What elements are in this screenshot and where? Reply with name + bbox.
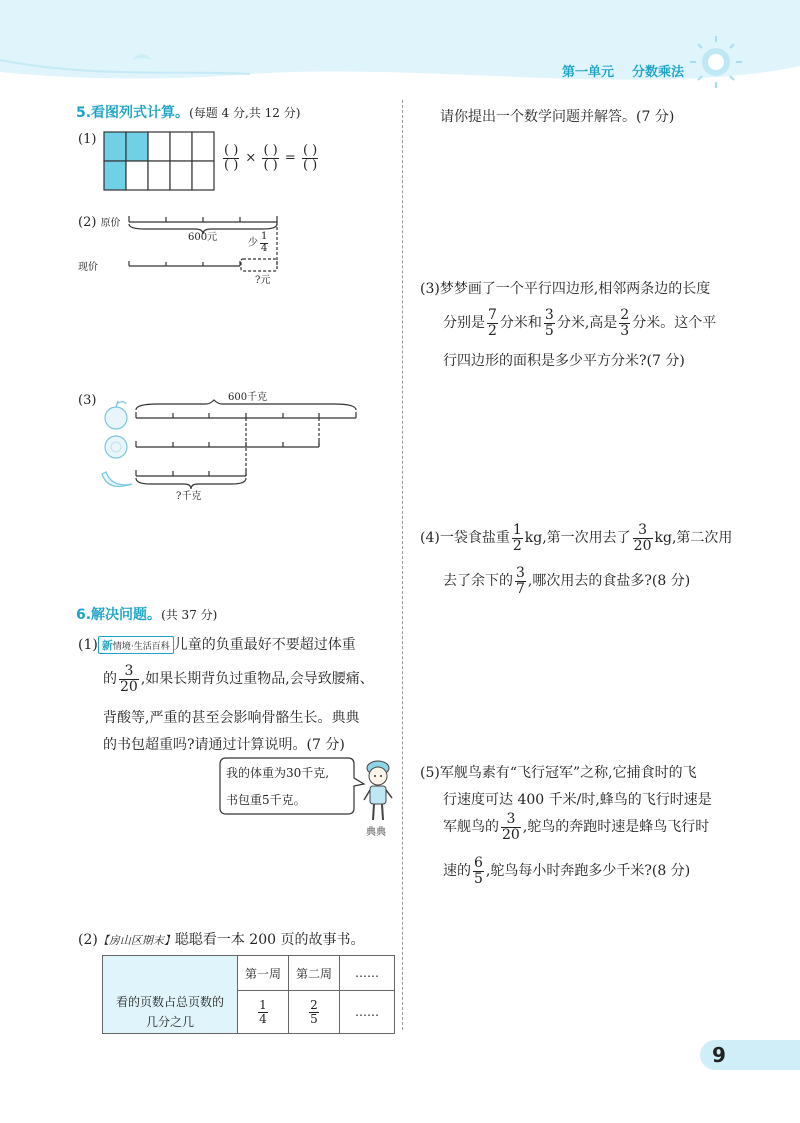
q6-3-line1: 梦梦画了一个平行四边形,相邻两条边的长度 <box>439 281 711 297</box>
fraction-3-20: $\frac{3}{20}$ <box>633 522 652 554</box>
child-name: 典典 <box>366 827 386 838</box>
page-number: 9 <box>712 1043 726 1067</box>
price-600-label: 600元 <box>188 232 218 243</box>
grid-cell <box>192 161 214 190</box>
q6-3-line2: 分别是 $\frac{7}{2}$ 分米和 $\frac{3}{5}$ 分米,高是 $\frac{2}{3}$ 分米。这个平 <box>443 307 717 339</box>
grid-cell-shaded <box>104 161 126 190</box>
q5-2-label: (2) <box>78 215 97 230</box>
bubble-line1: 我的体重为30千克, <box>226 766 330 780</box>
q6-1-label: (1) <box>78 637 98 653</box>
table-header-week2: 第二周 <box>289 956 340 991</box>
table-cell-week2: $\frac{2}{5}$ <box>289 991 340 1034</box>
grid-cell <box>126 161 148 190</box>
q6-2-ask: 请你提出一个数学问题并解答。(7 分) <box>440 109 675 125</box>
fraction-3-20: $\frac{3}{20}$ <box>120 663 138 695</box>
fraction-2-3: $\frac{2}{3}$ <box>620 307 630 339</box>
banana-icon <box>102 472 132 486</box>
q6-5-line1: 军舰鸟素有“飞行冠军”之称,它捕食时的飞 <box>439 765 697 781</box>
situation-tag: 新情境·生活百科 <box>98 636 174 654</box>
grid-diagram <box>103 131 219 193</box>
reading-progress-table <box>102 955 395 1034</box>
fraction-3-5: $\frac{3}{5}$ <box>544 307 554 339</box>
topic-title: 分数乘法 <box>632 65 685 80</box>
q6-5-label: (5) <box>420 765 440 781</box>
section5-title: 5.看图列式计算。 <box>76 105 190 121</box>
orange-icon <box>105 436 127 458</box>
unknown-price-label: ?元 <box>255 275 271 286</box>
table-cell-week1: $\frac{1}{4}$ <box>238 991 289 1034</box>
section6-title: 6.解决问题。 <box>76 607 162 623</box>
blank-fraction-2[interactable]: $\frac{( )}{( )}$ <box>263 143 278 173</box>
blank-fraction-1[interactable]: $\frac{( )}{( )}$ <box>224 143 239 173</box>
q6-1-line2: ,如果长期背负过重物品,会导致腰痛、 <box>140 671 374 688</box>
fraction-6-5: $\frac{6}{5}$ <box>474 855 483 887</box>
table-row-label: 看的页数占总页数的 几分之几 <box>103 991 238 1034</box>
q6-2-text: 聪聪看一本 200 页的故事书。 <box>174 932 365 948</box>
grid-cell <box>148 132 170 161</box>
original-price-label: 原价 <box>100 218 121 229</box>
table-cell-more: …… <box>340 991 395 1034</box>
unknown-kg-label: ?千克 <box>176 491 202 502</box>
table-corner-cell <box>103 956 238 991</box>
q6-4-line1: (4)一袋食盐重 $\frac{1}{2}$ kg,第一次用去了 $\frac{3}{20}$ kg,第二次用 <box>420 522 733 554</box>
unit-title: 第一单元 <box>562 65 615 80</box>
q6-5-line4: 速的 $\frac{6}{5}$ ,鸵鸟每小时奔跑多少千米?(8 分) <box>443 855 691 887</box>
fraction-3-20-b: $\frac{3}{20}$ <box>502 811 520 843</box>
column-divider <box>402 100 403 1030</box>
section5-score: (每题 4 分,共 12 分) <box>189 106 301 120</box>
table-header-more: …… <box>340 956 395 991</box>
times-sign: × <box>245 150 257 166</box>
q5-3-label: (3) <box>78 393 97 408</box>
q6-1-line1: 儿童的负重最好不要超过体重 <box>173 637 356 653</box>
blank-fraction-3[interactable]: $\frac{( )}{( )}$ <box>302 143 318 173</box>
grid-cell <box>148 161 170 190</box>
q6-1-line2-pre: 的 <box>103 671 117 688</box>
fraction-3-7: $\frac{3}{7}$ <box>516 565 525 597</box>
q6-3-label: (3) <box>420 281 440 297</box>
q6-2-label: (2) <box>78 932 98 948</box>
q6-1-line4: 的书包超重吗?请通过计算说明。(7 分) <box>103 737 345 753</box>
apple-icon <box>105 401 127 429</box>
equals-sign: = <box>284 150 296 166</box>
q5-1-equation <box>221 144 320 172</box>
q6-4-line2: 去了余下的 $\frac{3}{7}$ ,哪次用去的食盐多?(8 分) <box>443 565 691 597</box>
less-quarter-label: 少 $\frac{1}{4}$ <box>248 231 268 254</box>
fraction-7-2: $\frac{7}{2}$ <box>488 307 497 339</box>
q6-2-source: 【房山区期末】 <box>97 934 175 947</box>
grid-cell <box>192 132 214 161</box>
grid-cell <box>170 161 192 190</box>
q5-1-label: (1) <box>78 132 97 147</box>
total-600kg-label: 600千克 <box>228 392 268 403</box>
section6-score: (共 37 分) <box>161 608 218 622</box>
grid-cell-shaded <box>104 132 126 161</box>
child-figure-icon <box>358 756 398 828</box>
grid-cell <box>170 132 192 161</box>
table-header-week1: 第一周 <box>238 956 289 991</box>
q6-5-line3: 军舰鸟的 $\frac{3}{20}$ ,鸵鸟的奔跑时速是蜂鸟飞行时 <box>443 811 710 843</box>
fruit-segment-diagram <box>98 396 360 506</box>
current-price-label: 现价 <box>78 262 98 273</box>
q6-1-line3: 背酸等,严重的甚至会影响骨骼生长。典典 <box>103 710 360 726</box>
grid-cell-shaded <box>126 132 148 161</box>
q6-3-line3: 行四边形的面积是多少平方分米?(7 分) <box>443 353 685 369</box>
bubble-line2: 书包重5千克。 <box>226 793 306 807</box>
q6-5-line2: 行速度可达 400 千米/时,蜂鸟的飞行时速是 <box>443 792 712 808</box>
fraction-1-2: $\frac{1}{2}$ <box>512 522 522 554</box>
